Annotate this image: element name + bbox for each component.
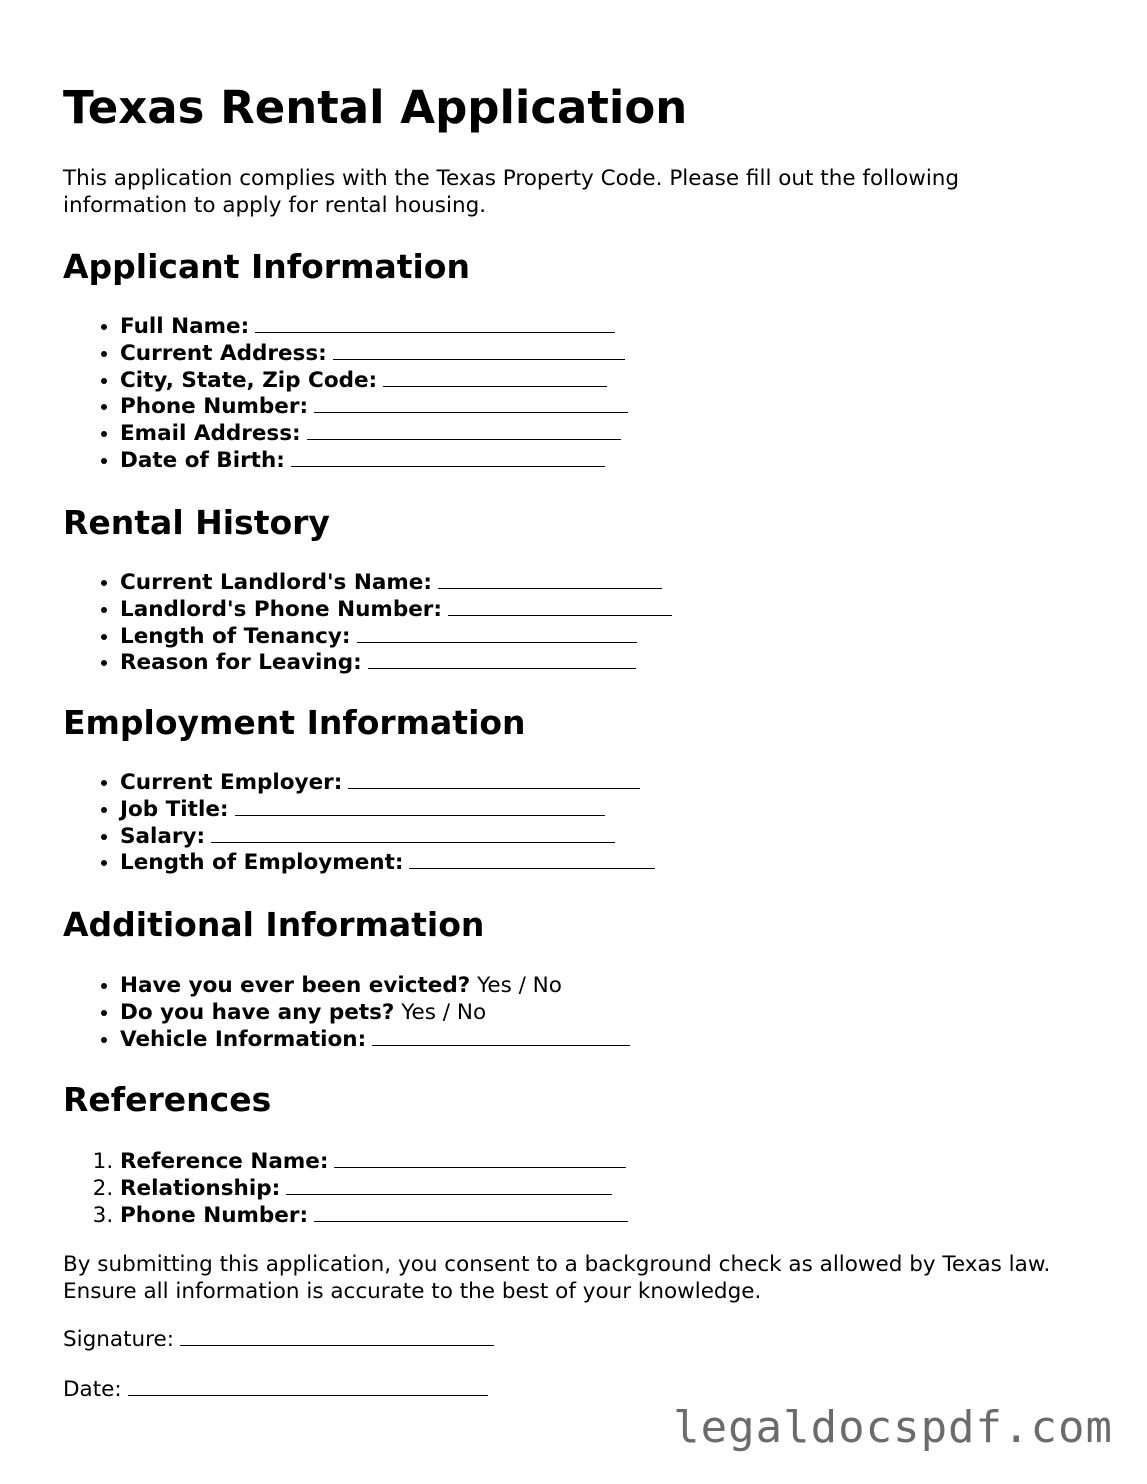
field-label: Do you have any pets?: [120, 999, 395, 1025]
employment-list: [63, 770, 655, 877]
field-label: City, State, Zip Code:: [120, 367, 378, 393]
additional-heading: Additional Information: [63, 905, 485, 944]
signature-field[interactable]: [180, 1327, 494, 1346]
tenancy-length-field[interactable]: [357, 624, 637, 643]
date-field[interactable]: [128, 1377, 488, 1396]
relationship-field[interactable]: [286, 1176, 612, 1195]
pets-options[interactable]: Yes / No: [401, 999, 487, 1025]
list-item: [120, 1176, 628, 1203]
date-line: [63, 1377, 488, 1404]
field-label: Reason for Leaving:: [120, 650, 362, 676]
field-label: Landlord's Phone Number:: [120, 596, 442, 622]
evicted-options[interactable]: Yes / No: [477, 973, 562, 998]
list-item: [120, 368, 628, 395]
signature-label: Signature:: [63, 1327, 174, 1352]
list-item: [120, 570, 672, 597]
phone-number-field[interactable]: [314, 394, 628, 413]
field-label: Email Address:: [120, 421, 301, 447]
list-item: [120, 850, 655, 877]
field-label: Have you ever been evicted?: [120, 973, 471, 998]
employment-length-field[interactable]: [409, 850, 655, 869]
page-title: Texas Rental Application: [63, 81, 688, 134]
reference-phone-field[interactable]: [314, 1203, 628, 1222]
list-item: [120, 314, 628, 341]
landlord-name-field[interactable]: [438, 570, 662, 589]
field-label: Job Title:: [120, 796, 229, 822]
list-item: [120, 448, 628, 475]
reference-name-field[interactable]: [334, 1149, 626, 1168]
salary-field[interactable]: [211, 824, 615, 843]
list-item: [120, 341, 628, 368]
watermark: legaldocspdf.com: [673, 1402, 1113, 1453]
list-item: [120, 770, 655, 797]
date-of-birth-field[interactable]: [291, 448, 605, 467]
list-item: [120, 1027, 630, 1054]
field-label: Length of Tenancy:: [120, 623, 351, 649]
reason-for-leaving-field[interactable]: [368, 650, 636, 669]
field-label: Phone Number:: [120, 394, 309, 420]
current-employer-field[interactable]: [348, 770, 640, 789]
list-item: [120, 1149, 628, 1176]
field-label: Vehicle Information:: [120, 1026, 367, 1052]
list-item: [120, 824, 655, 851]
field-label: Length of Employment:: [120, 850, 404, 876]
field-label: Full Name:: [120, 314, 250, 339]
field-label: Phone Number:: [120, 1202, 309, 1228]
list-item: [120, 797, 655, 824]
applicant-heading: Applicant Information: [63, 247, 470, 286]
list-item: [120, 624, 672, 651]
list-item: [120, 650, 672, 677]
email-address-field[interactable]: [307, 421, 621, 440]
landlord-phone-field[interactable]: [448, 597, 672, 616]
vehicle-info-field[interactable]: [372, 1027, 630, 1046]
field-label: Relationship:: [120, 1175, 281, 1201]
rental-history-heading: Rental History: [63, 503, 330, 542]
field-label: Reference Name:: [120, 1149, 329, 1174]
list-item: [120, 394, 628, 421]
job-title-field[interactable]: [235, 797, 605, 816]
employment-heading: Employment Information: [63, 703, 526, 742]
signature-line: [63, 1327, 494, 1354]
field-label: Salary:: [120, 823, 206, 849]
field-label: Current Address:: [120, 340, 327, 366]
field-label: Current Employer:: [120, 770, 343, 795]
list-item: [120, 421, 628, 448]
field-label: Current Landlord's Name:: [120, 570, 432, 595]
field-label: Date of Birth:: [120, 447, 285, 473]
rental-history-list: [63, 570, 672, 677]
city-state-zip-field[interactable]: [383, 368, 607, 387]
references-list: [63, 1149, 628, 1229]
intro-paragraph: This application complies with the Texas Property Code. Please fill out the following information to apply for rental housing.: [63, 166, 960, 218]
list-item: [120, 1000, 630, 1027]
applicant-list: [63, 314, 628, 475]
current-address-field[interactable]: [333, 341, 625, 360]
additional-list: [63, 973, 630, 1053]
full-name-field[interactable]: [255, 314, 615, 333]
list-item: [120, 597, 672, 624]
references-heading: References: [63, 1080, 272, 1119]
list-item: [120, 973, 630, 1000]
date-label: Date:: [63, 1377, 122, 1402]
consent-paragraph: By submitting this application, you consent to a background check as allowed by Texas law. Ensure all information is accurate to the best of your knowledge.: [63, 1252, 1051, 1304]
list-item: [120, 1203, 628, 1230]
